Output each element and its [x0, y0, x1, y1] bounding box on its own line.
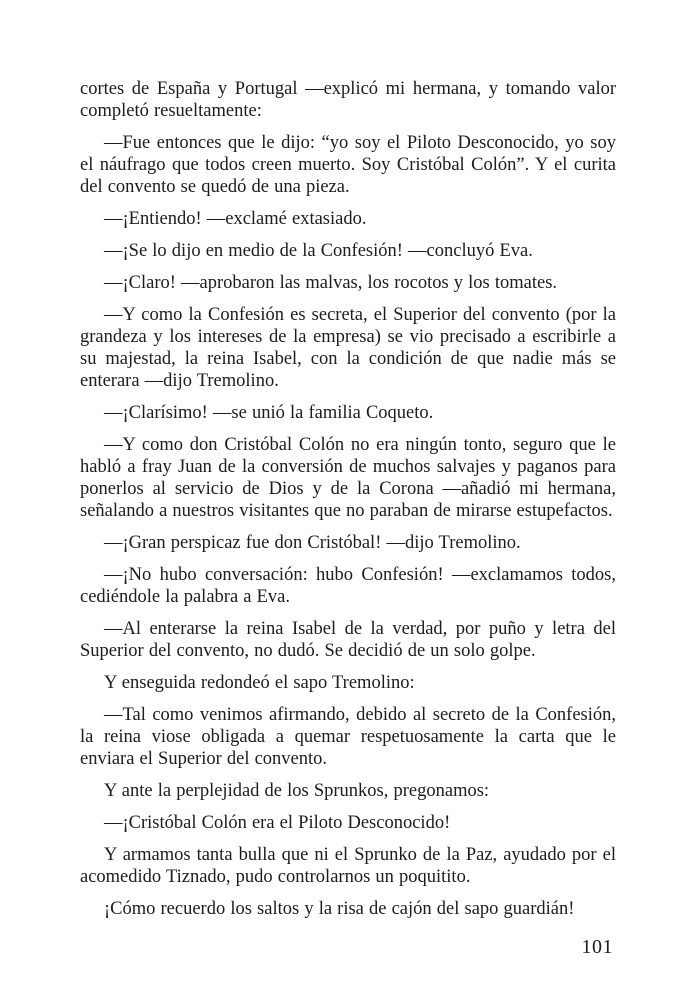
paragraph: —¡Gran perspicaz fue don Cristóbal! —dijo Tremolino. [104, 533, 521, 553]
paragraph: Y enseguida redondeó el sapo Tremolino: [104, 673, 415, 693]
paragraph: —¡Clarísimo! —se unió la familia Coqueto. [104, 403, 434, 423]
paragraph: —¡Entiendo! —exclamé extasiado. [104, 209, 367, 229]
paragraph: —Y como don Cristóbal Colón no era ningún tonto, seguro que le habló a fray Juan de la conversión de muchos salvajes y paganos para ponerlos al servicio de Dios y de la Corona —añadió mi hermana, señalando a nuestros visitantes que no paraban de mirarse estupefactos. [80, 435, 616, 521]
paragraph-continuation: cortes de España y Portugal —explicó mi hermana, y tomando valor completó resueltamente: [80, 79, 616, 121]
paragraph: Y armamos tanta bulla que ni el Sprunko de la Paz, ayudado por el acomedido Tiznado, pudo controlarnos un poquitito. [80, 845, 616, 887]
paragraph: —¡No hubo conversación: hubo Confesión! —exclamamos todos, cediéndole la palabra a Eva. [80, 565, 616, 607]
paragraph: —¡Claro! —aprobaron las malvas, los rocotos y los tomates. [104, 273, 558, 293]
paragraph: —¡Se lo dijo en medio de la Confesión! —concluyó Eva. [104, 241, 533, 261]
paragraph: ¡Cómo recuerdo los saltos y la risa de cajón del sapo guardián! [104, 899, 575, 919]
paragraph: —Al enterarse la reina Isabel de la verdad, por puño y letra del Superior del convento, no dudó. Se decidió de un solo golpe. [80, 619, 616, 661]
paragraph: —Fue entonces que le dijo: “yo soy el Piloto Desconocido, yo soy el náufrago que todos creen muerto. Soy Cristóbal Colón”. Y el curita del convento se quedó de una pieza. [80, 133, 616, 197]
page-number: 101 [581, 936, 613, 958]
paragraph: —Y como la Confesión es secreta, el Superior del convento (por la grandeza y los intereses de la empresa) se vio precisado a escribirle a su majestad, la reina Isabel, con la condición de que nadie más se enterara —dijo Tremolino. [80, 305, 616, 391]
paragraph: Y ante la perplejidad de los Sprunkos, pregonamos: [104, 781, 490, 801]
paragraph: —Tal como venimos afirmando, debido al secreto de la Confesión, la reina viose obligada a quemar respetuosamente la carta que le enviara el Superior del convento. [80, 705, 616, 769]
body-text [80, 78, 616, 930]
paragraph: —¡Cristóbal Colón era el Piloto Desconocido! [104, 813, 451, 833]
